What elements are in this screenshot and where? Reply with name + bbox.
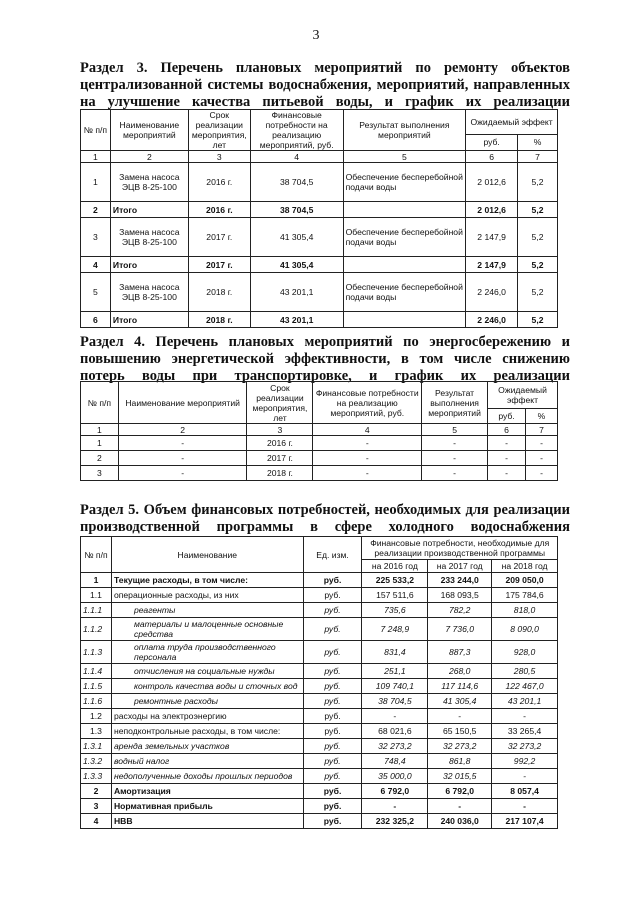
row-2017: 6 792,0 [428,784,492,799]
row-2017: 117 114,6 [428,679,492,694]
s4-header-term: Срок реализации мероприятия, лет [247,382,313,424]
table-row [81,739,558,754]
row-name: - [118,436,247,451]
row-2018: - [492,769,558,784]
row-2016: 748,4 [362,754,428,769]
row-2017: 861,8 [428,754,492,769]
row-name: оплата труда производственного персонала [111,641,303,664]
row-name: НВВ [111,814,303,829]
table-row [81,436,558,451]
row-name: расходы на электроэнергию [111,709,303,724]
row-effect-rub: - [488,466,526,481]
row-number: 1.3 [81,724,112,739]
table-row [81,679,558,694]
table-row [81,694,558,709]
row-2018: 8 057,4 [492,784,558,799]
row-effect-rub: 2 012,6 [466,202,518,218]
column-index-row [81,424,558,436]
row-2016: 109 740,1 [362,679,428,694]
row-2016: 68 021,6 [362,724,428,739]
row-effect-rub: 2 147,9 [466,257,518,273]
row-finance: - [313,436,422,451]
row-name: материалы и малоценные основные средства [111,618,303,641]
row-finance: 38 704,5 [250,163,343,202]
row-2016: 735,6 [362,603,428,618]
s3-header-num: № п/п [81,110,111,151]
row-2016: 6 792,0 [362,784,428,799]
row-name: Итого [110,257,188,273]
column-index-cell: 3 [247,424,313,436]
s3-header-finance: Финансовые потребности на реализацию мероприятий, руб. [250,110,343,151]
section-5-title: Раздел 5. Объем финансовых потребностей, необходимых для реализации производственной программы в сфере холодного водоснабжения [80,502,570,535]
row-result: - [422,466,488,481]
row-term: 2016 г. [188,202,250,218]
column-index-cell: 1 [81,151,111,163]
row-effect-pct: - [526,436,558,451]
row-number: 1.1.6 [81,694,112,709]
row-2018: 280,5 [492,664,558,679]
s4-header-effect: Ожидаемый эффект [488,382,558,409]
row-result: Обеспечение бесперебойной подачи воды [343,218,466,257]
row-finance: 41 305,4 [250,218,343,257]
row-name: Нормативная прибыль [111,799,303,814]
row-result: Обеспечение бесперебойной подачи воды [343,163,466,202]
column-index-cell: 3 [188,151,250,163]
row-unit: руб. [303,769,362,784]
row-2018: 43 201,1 [492,694,558,709]
row-result [343,202,466,218]
s5-header-finance: Финансовые потребности, необходимые для реализации производственной программы [362,537,558,560]
row-2017: 41 305,4 [428,694,492,709]
row-finance: - [313,451,422,466]
column-index-cell: 6 [488,424,526,436]
row-effect-pct: 5,2 [518,312,558,328]
s3-header-name: Наименование мероприятий [110,110,188,151]
table-row [81,664,558,679]
column-index-cell: 7 [526,424,558,436]
row-result: - [422,436,488,451]
row-2018: 992,2 [492,754,558,769]
row-2017: 65 150,5 [428,724,492,739]
row-name: Замена насоса ЭЦВ 8-25-100 [110,218,188,257]
table-row [81,451,558,466]
row-name: - [118,466,247,481]
row-name: отчисления на социальные нужды [111,664,303,679]
table-row [81,618,558,641]
row-term: 2017 г. [188,257,250,273]
row-name: неподконтрольные расходы, в том числе: [111,724,303,739]
row-2017: 240 036,0 [428,814,492,829]
row-number: 1.1.4 [81,664,112,679]
table-row [81,466,558,481]
row-2016: - [362,709,428,724]
row-2018: 32 273,2 [492,739,558,754]
row-number: 1 [81,573,112,588]
row-term: 2017 г. [188,218,250,257]
row-number: 2 [81,784,112,799]
row-unit: руб. [303,799,362,814]
section-4-table [80,381,558,481]
s5-header-2018: на 2018 год [492,560,558,573]
row-2018: - [492,709,558,724]
row-2018: 217 107,4 [492,814,558,829]
s3-header-term: Срок реализации мероприятия, лет [188,110,250,151]
row-number: 1 [81,163,111,202]
row-name: Итого [110,202,188,218]
row-unit: руб. [303,709,362,724]
row-2018: 818,0 [492,603,558,618]
table-row [81,273,558,312]
row-2017: - [428,709,492,724]
row-result [343,257,466,273]
row-name: Итого [110,312,188,328]
row-result: Обеспечение бесперебойной подачи воды [343,273,466,312]
s5-header-unit: Ед. изм. [303,537,362,573]
row-number: 1.3.1 [81,739,112,754]
row-finance: 41 305,4 [250,257,343,273]
row-effect-rub: 2 246,0 [466,312,518,328]
row-finance: 43 201,1 [250,312,343,328]
row-effect-pct: - [526,451,558,466]
row-number: 1.1 [81,588,112,603]
table-row [81,641,558,664]
section-3-table [80,109,558,328]
table-row [81,754,558,769]
row-number: 1.3.3 [81,769,112,784]
column-index-cell: 5 [343,151,466,163]
row-effect-rub: 2 012,6 [466,163,518,202]
column-index-cell: 2 [118,424,247,436]
row-2017: 887,3 [428,641,492,664]
s5-header-name: Наименование [111,537,303,573]
s4-header-pct: % [526,409,558,424]
row-effect-pct: 5,2 [518,163,558,202]
s4-header-result: Результат выполнения мероприятий [422,382,488,424]
row-2016: 7 248,9 [362,618,428,641]
row-number: 6 [81,312,111,328]
s4-header-rub: руб. [488,409,526,424]
row-unit: руб. [303,814,362,829]
column-index-row [81,151,558,163]
row-number: 4 [81,814,112,829]
column-index-cell: 7 [518,151,558,163]
row-effect-rub: 2 147,9 [466,218,518,257]
row-term: 2016 г. [247,436,313,451]
row-finance: 38 704,5 [250,202,343,218]
row-name: аренда земельных участков [111,739,303,754]
row-name: контроль качества воды и сточных вод [111,679,303,694]
row-number: 3 [81,218,111,257]
row-unit: руб. [303,739,362,754]
row-number: 1.1.3 [81,641,112,664]
s4-header-finance: Финансовые потребности на реализацию мероприятий, руб. [313,382,422,424]
row-2016: 225 533,2 [362,573,428,588]
row-term: 2018 г. [247,466,313,481]
row-2017: 7 736,0 [428,618,492,641]
row-2017: 233 244,0 [428,573,492,588]
table-row [81,163,558,202]
row-2017: 268,0 [428,664,492,679]
row-effect-pct: - [526,466,558,481]
row-effect-pct: 5,2 [518,273,558,312]
row-name: операционные расходы, из них [111,588,303,603]
table-row [81,218,558,257]
table-row [81,769,558,784]
column-index-cell: 2 [110,151,188,163]
row-term: 2017 г. [247,451,313,466]
s5-header-2016: на 2016 год [362,560,428,573]
row-effect-rub: - [488,451,526,466]
row-number: 1.3.2 [81,754,112,769]
row-number: 1.2 [81,709,112,724]
row-name: Замена насоса ЭЦВ 8-25-100 [110,273,188,312]
column-index-cell: 5 [422,424,488,436]
s4-header-name: Наименование мероприятий [118,382,247,424]
row-2016: 251,1 [362,664,428,679]
row-finance: 43 201,1 [250,273,343,312]
row-2018: 122 467,0 [492,679,558,694]
row-unit: руб. [303,784,362,799]
row-2017: 32 273,2 [428,739,492,754]
table-row [81,603,558,618]
row-number: 3 [81,799,112,814]
s4-header-num: № п/п [81,382,119,424]
row-effect-rub: - [488,436,526,451]
table-row [81,573,558,588]
row-effect-pct: 5,2 [518,218,558,257]
row-unit: руб. [303,573,362,588]
row-term: 2018 г. [188,273,250,312]
row-number: 2 [81,451,119,466]
s5-header-num: № п/п [81,537,112,573]
row-2018: 209 050,0 [492,573,558,588]
row-2016: 831,4 [362,641,428,664]
s3-header-pct: % [518,134,558,150]
row-2017: 168 093,5 [428,588,492,603]
row-2017: 782,2 [428,603,492,618]
row-name: Замена насоса ЭЦВ 8-25-100 [110,163,188,202]
row-effect-pct: 5,2 [518,202,558,218]
row-name: недополученные доходы прошлых периодов [111,769,303,784]
column-index-cell: 4 [313,424,422,436]
s3-header-rub: руб. [466,134,518,150]
row-name: реагенты [111,603,303,618]
row-unit: руб. [303,694,362,709]
row-number: 5 [81,273,111,312]
row-number: 3 [81,466,119,481]
row-number: 1 [81,436,119,451]
page-number: 3 [312,28,320,43]
row-term: 2016 г. [188,163,250,202]
row-number: 4 [81,257,111,273]
row-2016: 157 511,6 [362,588,428,603]
row-finance: - [313,466,422,481]
table-row [81,312,558,328]
row-name: Текущие расходы, в том числе: [111,573,303,588]
table-row [81,799,558,814]
row-2018: 175 784,6 [492,588,558,603]
row-unit: руб. [303,664,362,679]
row-unit: руб. [303,724,362,739]
table-row [81,588,558,603]
column-index-cell: 4 [250,151,343,163]
row-unit: руб. [303,618,362,641]
row-2016: 32 273,2 [362,739,428,754]
s5-header-2017: на 2017 год [428,560,492,573]
row-2016: 35 000,0 [362,769,428,784]
section-3-title: Раздел 3. Перечень плановых мероприятий по ремонту объектов централизованной системы водоснабжения, мероприятий, направленных на улучшение качества питьевой воды, и график их реализации [80,60,570,110]
row-term: 2018 г. [188,312,250,328]
row-name: водный налог [111,754,303,769]
table-row [81,724,558,739]
row-2018: - [492,799,558,814]
row-2018: 8 090,0 [492,618,558,641]
table-row [81,202,558,218]
row-name: ремонтные расходы [111,694,303,709]
row-2018: 928,0 [492,641,558,664]
table-row [81,257,558,273]
row-unit: руб. [303,641,362,664]
row-2017: - [428,799,492,814]
row-2016: - [362,799,428,814]
row-effect-rub: 2 246,0 [466,273,518,312]
table-row [81,814,558,829]
s3-header-effect: Ожидаемый эффект [466,110,558,135]
row-number: 2 [81,202,111,218]
row-result: - [422,451,488,466]
row-result [343,312,466,328]
row-effect-pct: 5,2 [518,257,558,273]
row-number: 1.1.5 [81,679,112,694]
table-row [81,709,558,724]
column-index-cell: 1 [81,424,119,436]
column-index-cell: 6 [466,151,518,163]
row-2018: 33 265,4 [492,724,558,739]
row-name: - [118,451,247,466]
row-number: 1.1.2 [81,618,112,641]
row-unit: руб. [303,679,362,694]
row-number: 1.1.1 [81,603,112,618]
section-5-table [80,536,558,829]
row-2017: 32 015,5 [428,769,492,784]
row-name: Амортизация [111,784,303,799]
s3-header-result: Результат выполнения мероприятий [343,110,466,151]
row-2016: 232 325,2 [362,814,428,829]
row-unit: руб. [303,754,362,769]
section-4-title: Раздел 4. Перечень плановых мероприятий по энергосбережению и повышению энергетической эффективности, в том числе снижению потерь воды при транспортировке, и график их реализации [80,334,570,384]
row-unit: руб. [303,588,362,603]
row-2016: 38 704,5 [362,694,428,709]
row-unit: руб. [303,603,362,618]
table-row [81,784,558,799]
